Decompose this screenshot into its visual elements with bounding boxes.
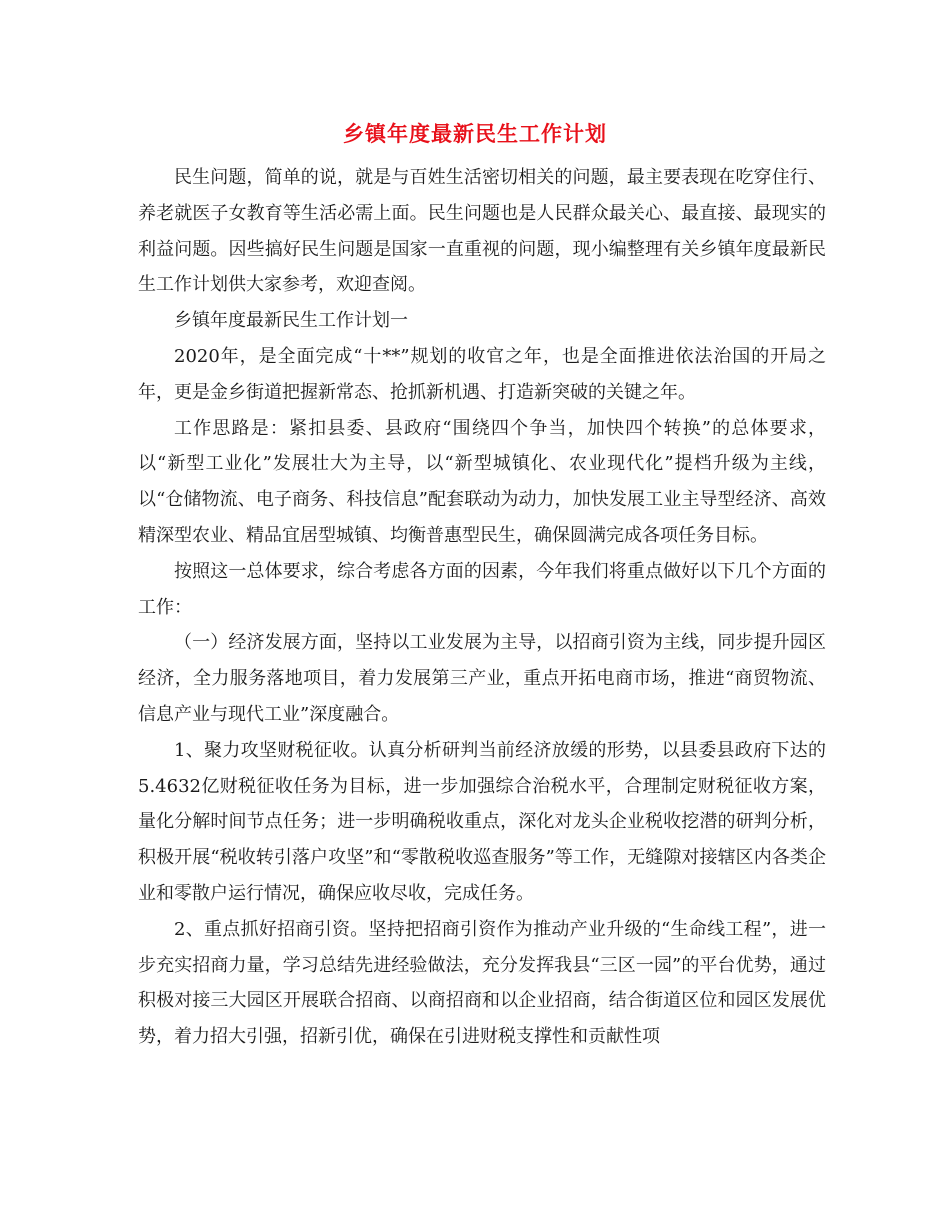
- paragraph-work-idea: 工作思路是：紧扣县委、县政府“围绕四个争当，加快四个转换”的总体要求，以“新型工业化”发展壮大为主导，以“新型城镇化、农业现代化”提档升级为主线，以“仓储物流、电子商务、科技信息”配套联动为动力，加快发展工业主导型经济、高效精深型农业、精品宜居型城镇、均衡普惠型民生，确保圆满完成各项任务目标。: [138, 417, 826, 546]
- paragraph-investment: 2、重点抓好招商引资。坚持把招商引资作为推动产业升级的“生命线工程”，进一步充实招商力量，学习总结先进经验做法，充分发挥我县“三区一园”的平台优势，通过积极对接三大园区开展联合招商、以商招商和以企业招商，结合街道区位和园区发展优势，着力招大引强，招新引优，确保在引进财税支撑性和贡献性项: [138, 918, 826, 1048]
- document-body: [138, 160, 826, 1055]
- paragraph-tax-collection: 1、聚力攻坚财税征收。认真分析研判当前经济放缓的形势，以县委县政府下达的5.4632亿财税征收任务为目标，进一步加强综合治税水平，合理制定财税征收方案，量化分解时间节点任务；进一步明确税收重点，深化对龙头企业税收挖潜的研判分析，积极开展“税收转引落户攻坚”和“零散税收巡查服务”等工作，无缝隙对接辖区内各类企业和零散户运行情况，确保应收尽收，完成任务。: [138, 739, 826, 904]
- paragraph-economic-development: （一）经济发展方面，坚持以工业发展为主导，以招商引资为主线，同步提升园区经济，全力服务落地项目，着力发展第三产业，重点开拓电商市场，推进“商贸物流、信息产业与现代工业”深度融合。: [138, 632, 826, 725]
- paragraph-year: 2020年，是全面完成“十**”规划的收官之年，也是全面推进依法治国的开局之年，更是金乡街道把握新常态、抢抓新机遇、打造新突破的关键之年。: [138, 345, 826, 403]
- paragraph-intro: 民生问题，简单的说，就是与百姓生活密切相关的问题，最主要表现在吃穿住行、养老就医子女教育等生活必需上面。民生问题也是人民群众最关心、最直接、最现实的利益问题。因些搞好民生问题是国家一直重视的问题，现小编整理有关乡镇年度最新民生工作计划供大家参考，欢迎查阅。: [138, 167, 826, 296]
- paragraph-requirements: 按照这一总体要求，综合考虑各方面的因素，今年我们将重点做好以下几个方面的工作：: [138, 560, 826, 618]
- document-title: 乡镇年度最新民生工作计划: [343, 121, 607, 146]
- paragraph-plan-heading: 乡镇年度最新民生工作计划一: [174, 310, 408, 332]
